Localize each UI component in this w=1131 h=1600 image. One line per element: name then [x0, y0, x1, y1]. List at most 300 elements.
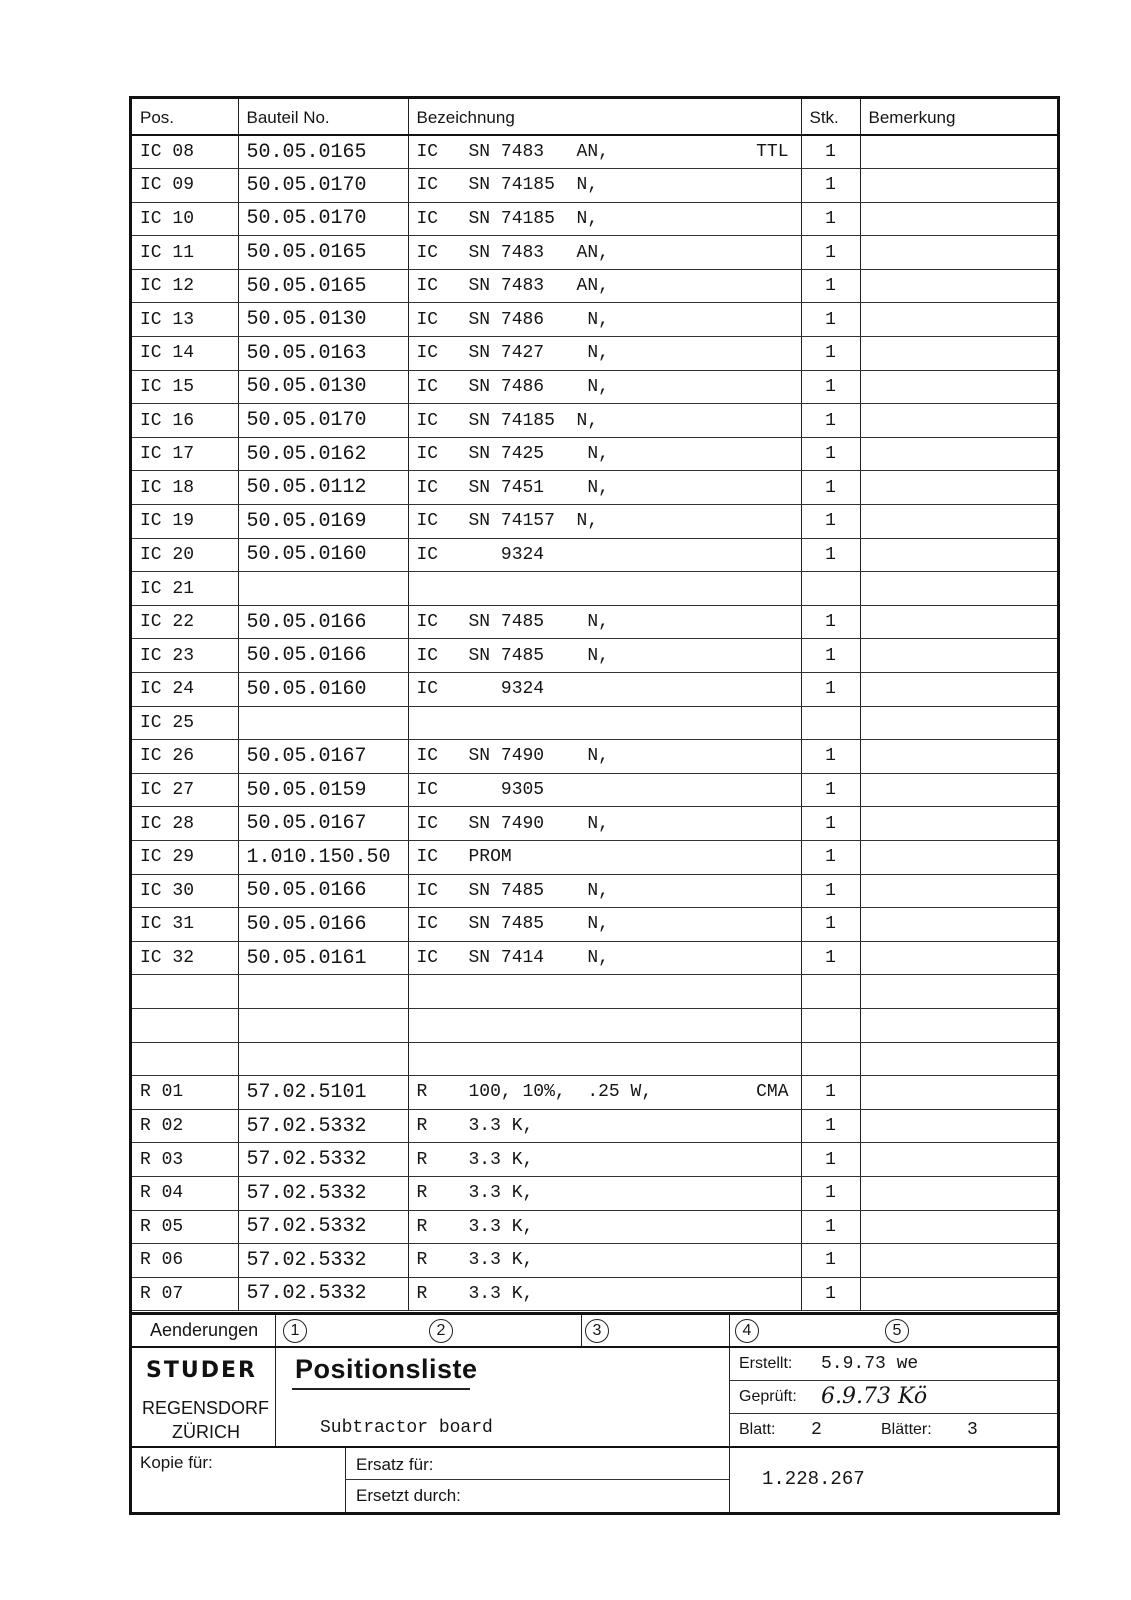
cell-designation	[408, 740, 801, 774]
sheet-value: 2	[811, 1420, 822, 1440]
cell-remark	[860, 269, 1057, 303]
table-row	[132, 1143, 1057, 1177]
cell-pos: IC 30	[132, 874, 238, 908]
cell-pos: IC 19	[132, 505, 238, 539]
table-row	[132, 202, 1057, 236]
cell-pos: IC 31	[132, 908, 238, 942]
change-mark-4: 4	[735, 1319, 759, 1343]
designation-type: IC	[416, 142, 439, 163]
changes-row	[132, 1312, 1057, 1348]
cell-pos: R 06	[132, 1244, 238, 1278]
designation-family: CMA	[756, 1082, 789, 1103]
cell-remark	[860, 437, 1057, 471]
cell-pos	[132, 975, 238, 1009]
cell-remark	[860, 740, 1057, 774]
title-block	[132, 1348, 1057, 1448]
cell-designation	[408, 303, 801, 337]
cell-designation	[408, 1244, 801, 1278]
designation-type: IC	[416, 343, 439, 364]
cell-part-number: 50.05.0170	[238, 169, 408, 203]
table-row	[132, 236, 1057, 270]
checked-label: Geprüft:	[739, 1388, 797, 1405]
checked-value: 6.9.73 Kö	[821, 1384, 928, 1409]
cell-pos: IC 20	[132, 538, 238, 572]
cell-part-number: 50.05.0166	[238, 639, 408, 673]
cell-part-number: 50.05.0170	[238, 404, 408, 438]
table-row	[132, 1076, 1057, 1110]
table-row	[132, 1244, 1057, 1278]
company-logo: STUDER	[146, 1358, 257, 1383]
cell-part-number	[238, 1008, 408, 1042]
change-mark-2: 2	[429, 1319, 453, 1343]
cell-quantity	[801, 572, 860, 606]
cell-designation	[408, 773, 801, 807]
sheet-row	[729, 1414, 1057, 1447]
company-city-1: REGENSDORF	[142, 1398, 270, 1418]
cell-quantity: 1	[801, 303, 860, 337]
cell-pos: IC 12	[132, 269, 238, 303]
cell-remark	[860, 673, 1057, 707]
cell-pos: IC 18	[132, 471, 238, 505]
document-number: 1.228.267	[762, 1468, 865, 1490]
designation-text: 9305	[468, 780, 545, 801]
cell-quantity: 1	[801, 471, 860, 505]
cell-quantity: 1	[801, 202, 860, 236]
cell-part-number: 50.05.0130	[238, 303, 408, 337]
table-row	[132, 1277, 1057, 1311]
cell-part-number: 57.02.5332	[238, 1109, 408, 1143]
cell-pos: IC 27	[132, 773, 238, 807]
cell-designation	[408, 269, 801, 303]
cell-designation	[408, 706, 801, 740]
cell-part-number: 1.010.150.50	[238, 840, 408, 874]
cell-designation	[408, 1143, 801, 1177]
cell-designation	[408, 1176, 801, 1210]
cell-part-number: 50.05.0166	[238, 605, 408, 639]
designation-text: SN 7485 N,	[468, 914, 609, 935]
checked-row	[729, 1381, 1057, 1414]
table-row	[132, 874, 1057, 908]
cell-remark	[860, 639, 1057, 673]
cell-remark	[860, 1109, 1057, 1143]
designation-type: IC	[416, 511, 439, 532]
designation-type: R	[416, 1183, 428, 1204]
change-mark-1: 1	[283, 1319, 307, 1343]
designation-text: SN 74185 N,	[468, 208, 599, 229]
designation-type: IC	[416, 880, 439, 901]
cell-part-number: 50.05.0166	[238, 908, 408, 942]
table-row	[132, 404, 1057, 438]
cell-remark	[860, 538, 1057, 572]
cell-designation	[408, 202, 801, 236]
cell-remark	[860, 1143, 1057, 1177]
designation-text: 3.3 K,	[468, 1216, 534, 1237]
designation-text: 3.3 K,	[468, 1283, 534, 1304]
cell-pos: R 07	[132, 1277, 238, 1311]
designation-text: SN 7427 N,	[468, 343, 609, 364]
cell-designation	[408, 639, 801, 673]
designation-type: IC	[416, 276, 439, 297]
cell-pos	[132, 1042, 238, 1076]
cell-part-number: 50.05.0166	[238, 874, 408, 908]
cell-remark	[860, 169, 1057, 203]
cell-quantity: 1	[801, 1143, 860, 1177]
cell-pos: R 04	[132, 1176, 238, 1210]
designation-type: IC	[416, 645, 439, 666]
cell-designation	[408, 370, 801, 404]
cell-pos: IC 32	[132, 941, 238, 975]
designation-type: R	[416, 1250, 428, 1271]
table-row	[132, 807, 1057, 841]
cell-quantity: 1	[801, 538, 860, 572]
cell-pos: IC 17	[132, 437, 238, 471]
cell-remark	[860, 471, 1057, 505]
table-row	[132, 303, 1057, 337]
designation-type: IC	[416, 948, 439, 969]
designation-text: SN 7483 AN,	[468, 142, 609, 163]
cell-quantity: 1	[801, 941, 860, 975]
cell-part-number: 50.05.0130	[238, 370, 408, 404]
cell-quantity: 1	[801, 404, 860, 438]
company-city-2: ZÜRICH	[172, 1422, 240, 1442]
cell-designation	[408, 1277, 801, 1311]
cell-part-number: 50.05.0160	[238, 673, 408, 707]
table-row	[132, 840, 1057, 874]
cell-designation	[408, 236, 801, 270]
cell-designation	[408, 135, 801, 169]
footer-block	[132, 1448, 1057, 1512]
designation-type: IC	[416, 914, 439, 935]
table-row	[132, 538, 1057, 572]
cell-pos: IC 25	[132, 706, 238, 740]
cell-part-number: 50.05.0162	[238, 437, 408, 471]
cell-quantity: 1	[801, 269, 860, 303]
cell-remark	[860, 1210, 1057, 1244]
designation-text: PROM	[468, 847, 512, 868]
cell-remark	[860, 807, 1057, 841]
header-part-number: Bauteil No.	[238, 99, 408, 135]
cell-designation	[408, 840, 801, 874]
copy-label: Kopie für:	[140, 1453, 213, 1472]
table-row	[132, 437, 1057, 471]
cell-designation	[408, 1008, 801, 1042]
cell-part-number: 50.05.0159	[238, 773, 408, 807]
cell-part-number: 50.05.0165	[238, 236, 408, 270]
cell-part-number: 57.02.5332	[238, 1210, 408, 1244]
cell-pos: R 02	[132, 1109, 238, 1143]
cell-remark	[860, 975, 1057, 1009]
designation-text: SN 7414 N,	[468, 948, 609, 969]
header-remark: Bemerkung	[860, 99, 1057, 135]
cell-quantity: 1	[801, 169, 860, 203]
cell-pos: IC 22	[132, 605, 238, 639]
table-row	[132, 135, 1057, 169]
designation-text: SN 7483 AN,	[468, 276, 609, 297]
cell-quantity: 1	[801, 437, 860, 471]
cell-designation	[408, 1076, 801, 1110]
cell-quantity: 1	[801, 605, 860, 639]
designation-type: IC	[416, 612, 439, 633]
cell-remark	[860, 404, 1057, 438]
designation-text: SN 7486 N,	[468, 376, 609, 397]
created-label: Erstellt:	[739, 1355, 793, 1372]
cell-quantity	[801, 1042, 860, 1076]
cell-part-number: 57.02.5101	[238, 1076, 408, 1110]
designation-type: IC	[416, 477, 439, 498]
cell-part-number: 50.05.0163	[238, 337, 408, 371]
table-row	[132, 1210, 1057, 1244]
designation-text: SN 7490 N,	[468, 746, 609, 767]
designation-text: 100, 10%, .25 W,	[468, 1082, 653, 1103]
cell-remark	[860, 1042, 1057, 1076]
designation-type: IC	[416, 813, 439, 834]
designation-text: SN 7485 N,	[468, 612, 609, 633]
cell-remark	[860, 202, 1057, 236]
cell-pos: IC 09	[132, 169, 238, 203]
cell-pos: IC 15	[132, 370, 238, 404]
change-mark-5: 5	[885, 1319, 909, 1343]
cell-quantity: 1	[801, 807, 860, 841]
designation-text: SN 7425 N,	[468, 444, 609, 465]
cell-quantity: 1	[801, 740, 860, 774]
designation-type: R	[416, 1283, 428, 1304]
table-row	[132, 773, 1057, 807]
cell-remark	[860, 773, 1057, 807]
designation-type: IC	[416, 242, 439, 263]
cell-remark	[860, 1277, 1057, 1311]
cell-designation	[408, 505, 801, 539]
cell-designation	[408, 1042, 801, 1076]
cell-quantity: 1	[801, 673, 860, 707]
cell-remark	[860, 840, 1057, 874]
cell-designation	[408, 975, 801, 1009]
cell-part-number: 50.05.0165	[238, 135, 408, 169]
table-row	[132, 169, 1057, 203]
table-header-row	[132, 99, 1057, 135]
cell-designation	[408, 605, 801, 639]
table-row	[132, 269, 1057, 303]
cell-part-number	[238, 975, 408, 1009]
cell-designation	[408, 673, 801, 707]
cell-part-number: 50.05.0160	[238, 538, 408, 572]
table-row	[132, 605, 1057, 639]
cell-remark	[860, 1244, 1057, 1278]
document-title: Positionsliste	[295, 1354, 478, 1384]
designation-text: SN 7485 N,	[468, 880, 609, 901]
sheets-label: Blätter:	[881, 1421, 932, 1438]
cell-designation	[408, 538, 801, 572]
table-row	[132, 572, 1057, 606]
replaced-by-label: Ersetzt durch:	[356, 1486, 461, 1505]
table-row	[132, 673, 1057, 707]
cell-part-number: 57.02.5332	[238, 1143, 408, 1177]
table-row	[132, 1109, 1057, 1143]
table-row	[132, 370, 1057, 404]
cell-quantity: 1	[801, 135, 860, 169]
cell-designation	[408, 908, 801, 942]
header-pos: Pos.	[132, 99, 238, 135]
designation-type: IC	[416, 679, 439, 700]
table-row	[132, 740, 1057, 774]
table-row	[132, 1008, 1057, 1042]
cell-remark	[860, 941, 1057, 975]
cell-remark	[860, 505, 1057, 539]
designation-type: R	[416, 1116, 428, 1137]
cell-part-number	[238, 1042, 408, 1076]
cell-designation	[408, 807, 801, 841]
designation-text: 3.3 K,	[468, 1116, 534, 1137]
designation-type: IC	[416, 746, 439, 767]
cell-quantity	[801, 975, 860, 1009]
designation-type: IC	[416, 544, 439, 565]
header-quantity: Stk.	[801, 99, 860, 135]
cell-part-number: 57.02.5332	[238, 1176, 408, 1210]
cell-remark	[860, 572, 1057, 606]
cell-remark	[860, 605, 1057, 639]
cell-quantity: 1	[801, 1109, 860, 1143]
cell-quantity: 1	[801, 773, 860, 807]
table-row	[132, 706, 1057, 740]
cell-remark	[860, 303, 1057, 337]
designation-text: SN 74157 N,	[468, 511, 599, 532]
cell-pos: IC 13	[132, 303, 238, 337]
cell-quantity: 1	[801, 840, 860, 874]
header-designation: Bezeichnung	[408, 99, 801, 135]
cell-part-number: 50.05.0170	[238, 202, 408, 236]
cell-quantity	[801, 706, 860, 740]
parts-list-sheet	[129, 96, 1060, 1515]
table-row	[132, 1042, 1057, 1076]
designation-text: 3.3 K,	[468, 1183, 534, 1204]
cell-remark	[860, 337, 1057, 371]
cell-quantity: 1	[801, 1277, 860, 1311]
cell-part-number: 50.05.0167	[238, 740, 408, 774]
designation-type: IC	[416, 376, 439, 397]
designation-type: IC	[416, 847, 439, 868]
table-row	[132, 639, 1057, 673]
cell-quantity: 1	[801, 1176, 860, 1210]
cell-pos: IC 14	[132, 337, 238, 371]
designation-type: IC	[416, 444, 439, 465]
designation-text: SN 74185 N,	[468, 410, 599, 431]
cell-quantity: 1	[801, 1210, 860, 1244]
designation-text: SN 7490 N,	[468, 813, 609, 834]
table-row	[132, 908, 1057, 942]
table-row	[132, 505, 1057, 539]
cell-remark	[860, 1076, 1057, 1110]
designation-type: R	[416, 1149, 428, 1170]
designation-text: SN 74185 N,	[468, 175, 599, 196]
cell-quantity	[801, 1008, 860, 1042]
designation-text: 3.3 K,	[468, 1149, 534, 1170]
cell-pos: R 03	[132, 1143, 238, 1177]
cell-designation	[408, 471, 801, 505]
cell-part-number: 50.05.0112	[238, 471, 408, 505]
replaces-label: Ersatz für:	[356, 1455, 434, 1474]
cell-designation	[408, 874, 801, 908]
cell-quantity: 1	[801, 1244, 860, 1278]
table-row	[132, 975, 1057, 1009]
designation-text: SN 7483 AN,	[468, 242, 609, 263]
cell-quantity: 1	[801, 337, 860, 371]
cell-part-number: 50.05.0167	[238, 807, 408, 841]
cell-quantity: 1	[801, 1076, 860, 1110]
cell-pos: IC 10	[132, 202, 238, 236]
cell-pos: IC 26	[132, 740, 238, 774]
designation-type: R	[416, 1082, 428, 1103]
change-mark-3: 3	[585, 1319, 609, 1343]
designation-type: R	[416, 1216, 428, 1237]
cell-quantity: 1	[801, 370, 860, 404]
cell-pos: IC 16	[132, 404, 238, 438]
cell-part-number: 50.05.0165	[238, 269, 408, 303]
cell-designation	[408, 337, 801, 371]
cell-remark	[860, 706, 1057, 740]
title-underline	[292, 1388, 470, 1390]
cell-pos: IC 21	[132, 572, 238, 606]
designation-type: IC	[416, 780, 439, 801]
cell-remark	[860, 370, 1057, 404]
sheet-label: Blatt:	[739, 1421, 776, 1438]
cell-remark	[860, 1176, 1057, 1210]
cell-pos: IC 11	[132, 236, 238, 270]
cell-designation	[408, 169, 801, 203]
designation-type: IC	[416, 175, 439, 196]
cell-pos: R 01	[132, 1076, 238, 1110]
designation-text: SN 7451 N,	[468, 477, 609, 498]
cell-designation	[408, 437, 801, 471]
cell-remark	[860, 874, 1057, 908]
designation-type: IC	[416, 410, 439, 431]
parts-table	[132, 99, 1057, 1311]
cell-quantity: 1	[801, 874, 860, 908]
cell-part-number	[238, 706, 408, 740]
cell-remark	[860, 1008, 1057, 1042]
cell-designation	[408, 572, 801, 606]
document-subtitle: Subtractor board	[320, 1418, 493, 1438]
changes-label: Aenderungen	[150, 1320, 259, 1340]
cell-quantity: 1	[801, 236, 860, 270]
designation-text: SN 7486 N,	[468, 309, 609, 330]
cell-part-number	[238, 572, 408, 606]
cell-quantity: 1	[801, 639, 860, 673]
cell-quantity: 1	[801, 505, 860, 539]
designation-text: 3.3 K,	[468, 1250, 534, 1271]
sheets-value: 3	[967, 1420, 978, 1440]
cell-remark	[860, 908, 1057, 942]
cell-pos: R 05	[132, 1210, 238, 1244]
designation-family: TTL	[756, 142, 789, 163]
table-row	[132, 337, 1057, 371]
cell-remark	[860, 135, 1057, 169]
cell-part-number: 50.05.0161	[238, 941, 408, 975]
cell-part-number: 57.02.5332	[238, 1244, 408, 1278]
created-value: 5.9.73 we	[821, 1354, 919, 1374]
cell-pos: IC 08	[132, 135, 238, 169]
cell-pos	[132, 1008, 238, 1042]
cell-remark	[860, 236, 1057, 270]
cell-pos: IC 28	[132, 807, 238, 841]
designation-text: SN 7485 N,	[468, 645, 609, 666]
cell-designation	[408, 941, 801, 975]
designation-type: IC	[416, 208, 439, 229]
designation-type: IC	[416, 309, 439, 330]
created-row	[729, 1348, 1057, 1381]
cell-pos: IC 29	[132, 840, 238, 874]
cell-part-number: 50.05.0169	[238, 505, 408, 539]
cell-quantity: 1	[801, 908, 860, 942]
designation-text: 9324	[468, 544, 545, 565]
